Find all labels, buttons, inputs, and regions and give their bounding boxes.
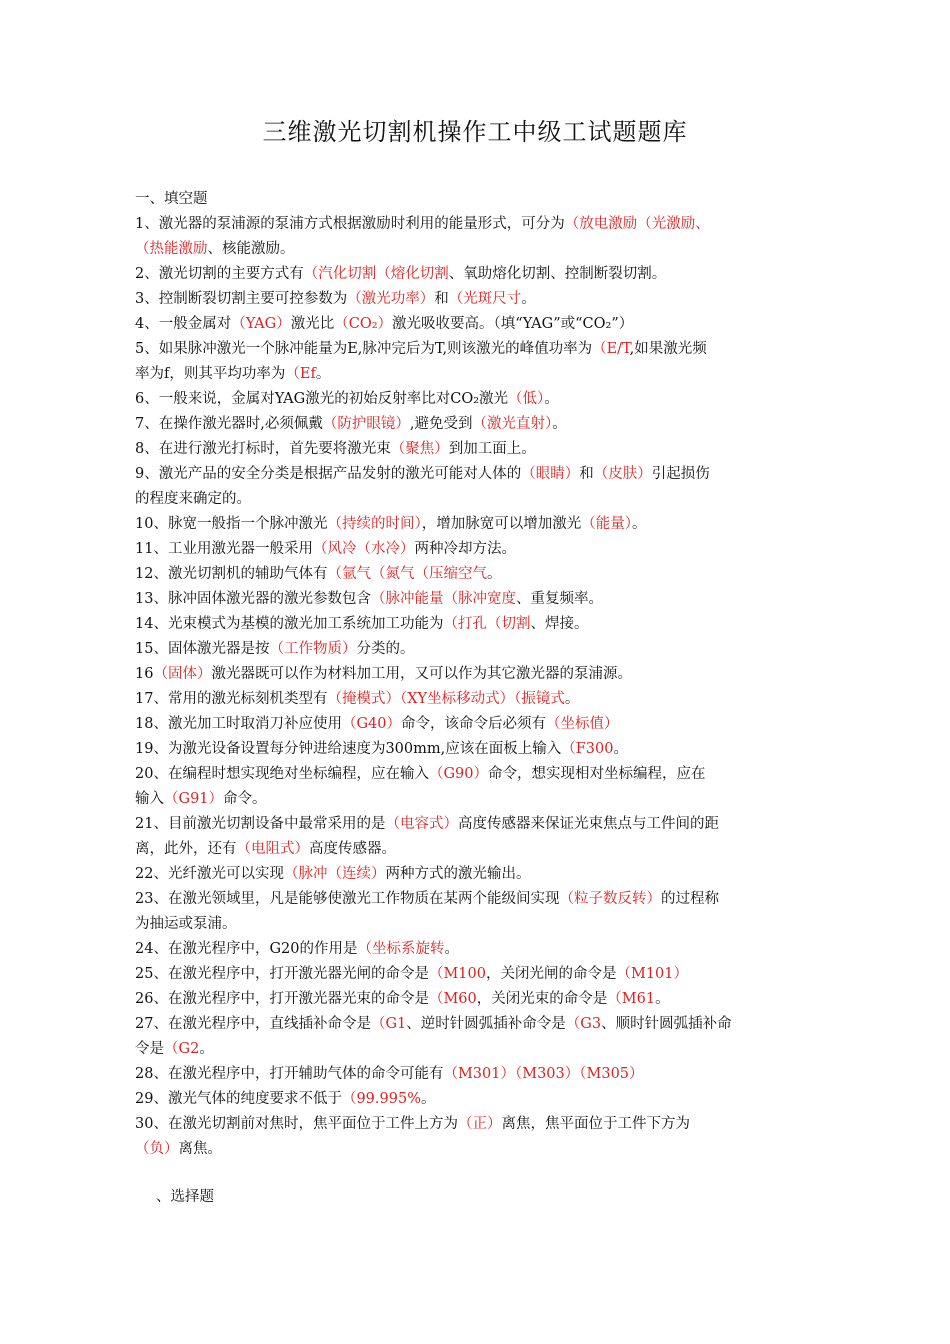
question-text: 、逆时针圆弧插补命令是: [406, 1016, 566, 1032]
question-text: ,避免受到: [409, 416, 473, 432]
answer-text: （G2: [164, 1041, 200, 1057]
answer-text: （YAG）: [231, 316, 291, 332]
question-text: 10、脉宽一般指一个脉冲激光: [135, 516, 328, 532]
answer-text: （热能激励: [135, 241, 208, 257]
answer-text: （汽化切割（熔化切割: [303, 266, 449, 282]
question-text: 7、在操作激光器时,必须佩戴: [135, 416, 323, 432]
answer-text: （低）: [508, 391, 545, 407]
question-text: 激光器既可以作为材料加工用，又可以作为其它激光器的泵浦源。: [211, 666, 632, 682]
question-text: 8、在进行激光打标时，首先要将激光束: [135, 441, 391, 457]
question-text: 。: [521, 291, 536, 307]
answer-text: （固体）: [153, 666, 212, 682]
question-text: 29、激光气体的纯度要求不低于: [135, 1091, 342, 1107]
answer-text: （坐标系旋转: [357, 941, 445, 957]
question-text: ，增加脉宽可以增加激光: [421, 516, 582, 532]
question-line: [135, 387, 825, 412]
question-text: 3、控制断裂切割主要可控参数为: [135, 291, 348, 307]
answer-text: （M60: [428, 991, 477, 1007]
answer-text: （氩气（氮气（压缩空气: [327, 566, 487, 582]
question-line: [135, 1012, 825, 1037]
question-line: [135, 1062, 825, 1087]
question-line: [135, 437, 825, 462]
question-text: 离焦。: [178, 1141, 222, 1157]
question-text: ,如果激光频: [629, 341, 707, 357]
question-text: 。: [420, 1091, 436, 1107]
answer-text: （M101）: [616, 966, 689, 982]
answer-text: （G3: [565, 1016, 602, 1032]
question-text: 高度传感器。: [309, 841, 396, 857]
question-text: 。: [544, 391, 559, 407]
answer-text: （Ef: [285, 366, 316, 382]
question-line: [135, 662, 825, 687]
question-text: 。: [655, 991, 670, 1007]
question-line: [135, 687, 825, 712]
answer-text: （脉冲（连续）: [283, 866, 386, 882]
question-line: [135, 487, 825, 512]
answer-text: （皮肤）: [593, 466, 652, 482]
question-line: [135, 537, 825, 562]
answer-text: （G1: [370, 1016, 407, 1032]
question-text: 14、光束模式为基模的激光加工系统加工功能为: [135, 616, 444, 632]
answer-text: （M301）（M303）（M305）: [443, 1066, 644, 1082]
question-line: [135, 912, 825, 937]
question-text: 2、激光切割的主要方式有: [135, 266, 304, 282]
question-line: [135, 612, 825, 637]
question-text: 命令，该命令后必须有: [401, 716, 546, 732]
question-text: 和: [434, 291, 449, 307]
question-text: 27、在激光程序中，直线插补命令是: [135, 1016, 371, 1032]
question-text: 的程度来确定的。: [135, 491, 251, 507]
question-text: 到加工面上。: [448, 441, 536, 457]
question-line: [135, 1112, 825, 1137]
question-text: 1、激光器的泵浦源的泵浦方式根据激励时利用的能量形式，可分为: [135, 216, 565, 232]
question-text: 引起损伤: [651, 466, 710, 482]
question-text: 命令，想实现相对坐标编程，应在: [488, 766, 706, 782]
question-text: 。: [552, 416, 567, 432]
document-body: [135, 187, 825, 1210]
question-line: [135, 737, 825, 762]
answer-text: （F300: [561, 741, 614, 757]
question-text: 为抽运或泵浦。: [135, 916, 237, 932]
question-line: [135, 812, 825, 837]
answer-text: （防护眼镜）: [322, 416, 410, 432]
question-text: 高度传感器来保证光束焦点与工件间的距: [457, 816, 719, 832]
question-text: 令是: [135, 1041, 164, 1057]
question-text: 。: [199, 1041, 214, 1057]
question-line: [135, 787, 825, 812]
question-text: 21、目前激光切割设备中最常采用的是: [135, 816, 386, 832]
question-line: [135, 962, 825, 987]
question-line: [135, 362, 825, 387]
question-line: [135, 562, 825, 587]
answer-text: （M61: [607, 991, 656, 1007]
question-text: 26、在激光程序中，打开激光器光束的命令是: [135, 991, 429, 1007]
question-text: 6、一般来说，金属对YAG激光的初始反射率比对CO₂激光: [135, 391, 509, 407]
question-text: 激光吸收要高。（填“YAG”或“CO₂”）: [392, 316, 634, 332]
question-list: [135, 212, 825, 1162]
question-text: 18、激光加工时取消刀补应使用: [135, 716, 342, 732]
answer-text: （M100: [428, 966, 486, 982]
question-line: [135, 937, 825, 962]
question-text: 激光比: [290, 316, 335, 332]
question-text: 离，此外，还有: [135, 841, 237, 857]
question-line: [135, 287, 825, 312]
question-text: 28、在激光程序中，打开辅助气体的命令可能有: [135, 1066, 444, 1082]
answer-text: （风冷（水冷）: [312, 541, 415, 557]
question-text: 25、在激光程序中，打开激光器光闸的命令是: [135, 966, 429, 982]
answer-text: （电阻式）: [236, 841, 309, 857]
answer-text: （CO₂）: [334, 316, 393, 332]
question-text: 离焦，焦平面位于工件下方为: [501, 1116, 690, 1132]
question-line: [135, 987, 825, 1012]
answer-text: （G90）: [428, 766, 488, 782]
answer-text: （99.995%: [341, 1091, 421, 1107]
question-text: 13、脉冲固体激光器的激光参数包含: [135, 591, 371, 607]
question-text: 。: [486, 566, 502, 582]
question-line: [135, 587, 825, 612]
question-text: 的过程称: [660, 891, 719, 907]
question-text: 。: [444, 941, 459, 957]
question-text: 。: [613, 741, 628, 757]
document-title: 三维激光切割机操作工中级工试题题库: [262, 118, 688, 146]
answer-text: （聚焦）: [390, 441, 449, 457]
question-text: 30、在激光切割前对焦时，焦平面位于工件上方为: [135, 1116, 458, 1132]
question-text: 11、工业用激光器一般采用: [135, 541, 313, 557]
question-text: 12、激光切割机的辅助气体有: [135, 566, 328, 582]
question-text: 9、激光产品的安全分类是根据产品发射的激光可能对人体的: [135, 466, 522, 482]
question-line: [135, 862, 825, 887]
answer-text: （工作物质）: [269, 641, 357, 657]
answer-text: （粒子数反转）: [559, 891, 661, 907]
answer-text: （脉冲能量（脉冲宽度: [370, 591, 516, 607]
answer-text: （能量）: [581, 516, 632, 532]
question-text: 、氧助熔化切割、控制断裂切割。: [448, 266, 667, 282]
question-line: [135, 312, 825, 337]
question-text: ，关闭光束的命令是: [476, 991, 608, 1007]
question-text: 16: [135, 666, 154, 682]
question-line: [135, 462, 825, 487]
question-line: [135, 637, 825, 662]
question-text: 、重复频率。: [515, 591, 603, 607]
question-text: 和: [579, 466, 594, 482]
question-text: 命令。: [223, 791, 267, 807]
question-line: [135, 1137, 825, 1162]
answer-text: （持续的时间）: [327, 516, 422, 532]
section-heading-choice: 、选择题: [156, 1189, 214, 1205]
answer-text: （激光功率）: [347, 291, 435, 307]
answer-text: （E/T: [592, 341, 630, 357]
question-text: 23、在激光领域里，凡是能够使激光工作物质在某两个能级间实现: [135, 891, 560, 907]
question-line: [135, 712, 825, 737]
answer-text: （掩模式）（XY坐标移动式）（振镜式: [327, 691, 565, 707]
question-text: 。: [315, 366, 331, 382]
question-line: [135, 762, 825, 787]
question-text: 4、一般金属对: [135, 316, 232, 332]
question-text: ，关闭光闸的命令是: [485, 966, 617, 982]
question-line: [135, 1037, 825, 1062]
question-text: 。: [631, 516, 647, 532]
question-text: 分类的。: [356, 641, 415, 657]
question-line: [135, 262, 825, 287]
section-heading-fill-in: 一、填空题: [135, 191, 208, 207]
question-text: 两种方式的激光输出。: [385, 866, 531, 882]
question-text: 率为f，则其平均功率为: [135, 366, 286, 382]
question-text: 。: [564, 691, 580, 707]
question-line: [135, 212, 825, 237]
answer-text: （眼睛）: [521, 466, 580, 482]
answer-text: （负）: [135, 1141, 179, 1157]
answer-text: （打孔（切割: [443, 616, 531, 632]
question-text: 19、为激光设备设置每分钟进给速度为300mm,应该在面板上输入: [135, 741, 562, 757]
question-line: [135, 1087, 825, 1112]
question-text: 15、固体激光器是按: [135, 641, 270, 657]
question-text: 、焊接。: [530, 616, 589, 632]
question-line: [135, 837, 825, 862]
question-text: 22、光纤激光可以实现: [135, 866, 284, 882]
question-line: [135, 237, 825, 262]
question-line: [135, 512, 825, 537]
question-text: 17、常用的激光标刻机类型有: [135, 691, 328, 707]
answer-text: （G91）: [164, 791, 224, 807]
question-text: 输入: [135, 791, 164, 807]
answer-text: （放电激励（光激励、: [564, 216, 710, 232]
answer-text: （光斑尺寸: [448, 291, 522, 307]
answer-text: （激光直射）: [472, 416, 553, 432]
question-text: 5、如果脉冲激光一个脉冲能量为E,脉冲完后为T,则该激光的峰值功率为: [135, 341, 593, 357]
answer-text: （G40）: [341, 716, 401, 732]
question-line: [135, 337, 825, 362]
question-text: 20、在编程时想实现绝对坐标编程，应在输入: [135, 766, 429, 782]
answer-text: （正）: [457, 1116, 502, 1132]
question-text: 两种冷却方法。: [414, 541, 516, 557]
answer-text: （坐标值）: [546, 716, 619, 732]
question-text: 24、在激光程序中，G20的作用是: [135, 941, 358, 957]
question-text: 、核能激励。: [207, 241, 295, 257]
question-line: [135, 887, 825, 912]
answer-text: （电容式）: [385, 816, 458, 832]
question-text: 、顺时针圆弧插补命: [601, 1016, 732, 1032]
question-line: [135, 412, 825, 437]
